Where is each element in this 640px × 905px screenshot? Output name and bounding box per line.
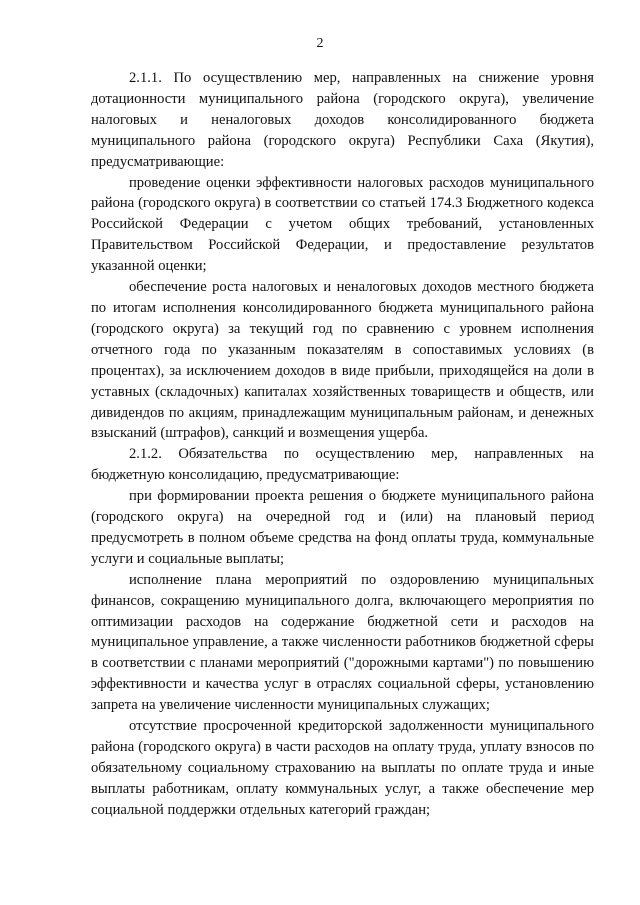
page-number: 2 <box>316 36 324 51</box>
paragraph-budget-draft-funding: при формировании проекта решения о бюджете муниципального района (городского округа) на очередной год и (или) на плановый период предусмотреть в полном объеме средства на фонд оплаты труда, коммунальные услуги и социальные выплаты; <box>91 488 594 567</box>
paragraph-2-1-2: 2.1.2. Обязательства по осуществлению мер, направленных на бюджетную консолидацию, предусматривающие: <box>91 446 594 484</box>
paragraph-recovery-plan: исполнение плана мероприятий по оздоровлению муниципальных финансов, сокращению муниципального долга, включающего мероприятия по оптимизации расходов на содержание бюджетной сети и расходов на муниципальное управление, а также численности работников бюджетной сферы в соответствии с планами мероприятий ("дорожными картами") по повышению эффективности и качества услуг в отраслях социальной сферы, установлению запрета на увеличение численности муниципальных служащих; <box>91 571 594 714</box>
document-body <box>91 68 594 821</box>
paragraph-2-1-1: 2.1.1. По осуществлению мер, направленных на снижение уровня дотационности муниципального района (городского округа), увеличение налоговых и неналоговых доходов консолидированного бюджета муниципального района (городского округа) Республики Саха (Якутия), предусматривающие: <box>91 70 594 170</box>
paragraph-revenue-growth: обеспечение роста налоговых и неналоговых доходов местного бюджета по итогам исполнения консолидированного бюджета муниципального района (городского округа) за текущий год по сравнению с уровнем исполнения отчетного года по указанным показателям в сопоставимых условиях (в процентах), за исключением доходов в виде прибыли, приходящейся на доли в уставных (складочных) капиталах хозяйственных товариществ и обществ, или дивидендов по акциям, принадлежащим муниципальным районам, и денежных взысканий (штрафов), санкций и возмещения ущерба. <box>91 279 594 442</box>
paragraph-no-overdue-payables: отсутствие просроченной кредиторской задолженности муниципального района (городского округа) в части расходов на оплату труда, уплату взносов по обязательному социальному страхованию на выплаты по оплате труда и иные выплаты работникам, оплату коммунальных услуг, а также обеспечение мер социальной поддержки отдельных категорий граждан; <box>91 718 594 818</box>
paragraph-tax-expenditure-assessment: проведение оценки эффективности налоговых расходов муниципального района (городского округа) в соответствии со статьей 174.3 Бюджетного кодекса Российской Федерации с учетом общих требований, установленных Правительством Российской Федерации, и предоставление результатов указанной оценки; <box>91 174 594 275</box>
